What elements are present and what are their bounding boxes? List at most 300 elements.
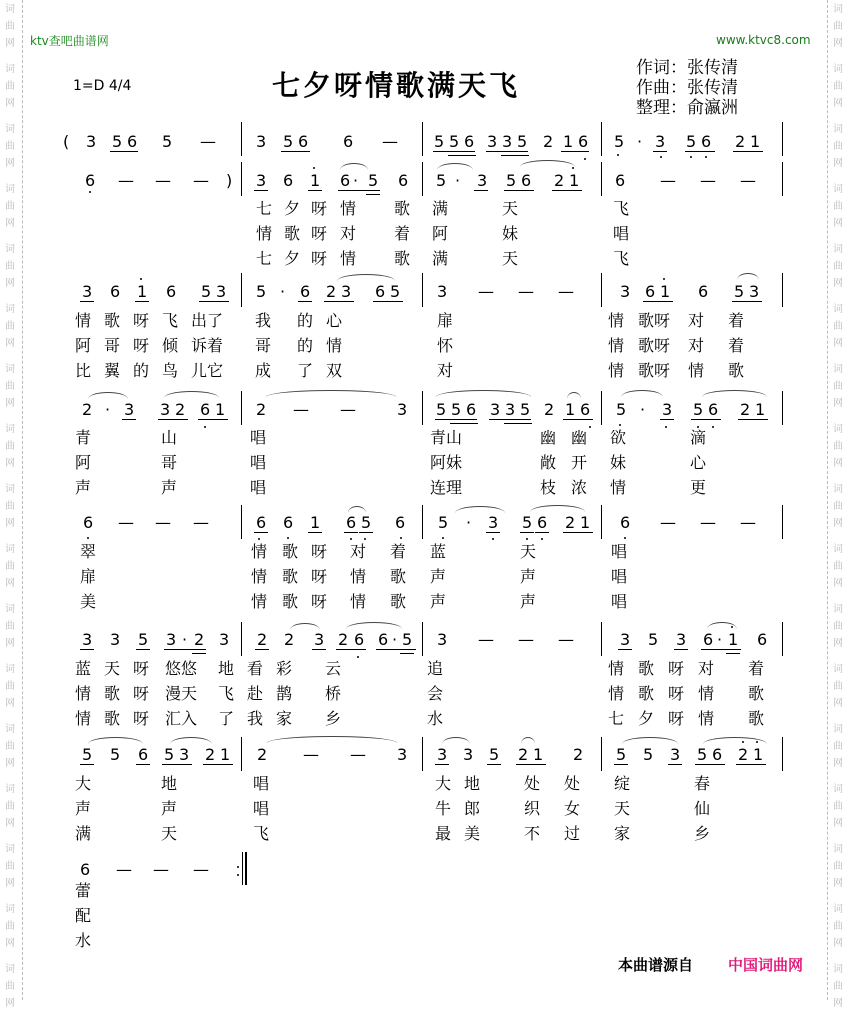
lyric: 阿妹 — [430, 453, 463, 472]
watermark-char: 网 — [833, 698, 843, 709]
underline — [433, 151, 475, 152]
watermark-char: 网 — [5, 698, 15, 709]
lyric: 唱 — [250, 478, 267, 497]
note: 2 — [257, 745, 268, 764]
lyric: 歌呀 — [638, 311, 671, 330]
lyric: 呀 — [133, 709, 150, 728]
watermark-char: 曲 — [5, 261, 15, 272]
note: 3 — [86, 132, 97, 151]
underline — [298, 301, 312, 302]
note: — — [293, 400, 309, 419]
watermark-char: 曲 — [5, 201, 15, 212]
watermark-char: 曲 — [5, 801, 15, 812]
lyric: 阿 — [75, 453, 92, 472]
lyric: 心 — [690, 453, 707, 472]
lyric: 着 — [728, 311, 745, 330]
note: 3 — [505, 400, 516, 419]
lyric: 处 — [524, 774, 541, 793]
note: 6 — [340, 171, 351, 190]
note: 1 — [563, 132, 574, 151]
watermark-char: 曲 — [5, 441, 15, 452]
lyric: 夕 — [284, 199, 301, 218]
barline — [601, 122, 602, 156]
underline — [489, 419, 531, 420]
note: 5 — [434, 132, 445, 151]
note: 6 — [703, 630, 714, 649]
slur — [436, 390, 531, 397]
lyric: 歌 — [284, 224, 301, 243]
note: 3 — [488, 513, 499, 532]
lyric: 呀 — [311, 249, 328, 268]
underline — [474, 190, 488, 191]
underline — [653, 151, 667, 152]
watermark-char: 曲 — [833, 201, 843, 212]
note: · — [717, 630, 723, 649]
lyric: 美 — [464, 824, 481, 843]
note: 3 — [437, 282, 448, 301]
lyric: 情 — [608, 659, 625, 678]
lyric: 飞 — [613, 199, 630, 218]
note: 1 — [660, 282, 671, 301]
slur — [340, 163, 368, 170]
watermark-char: 曲 — [5, 681, 15, 692]
octave-dot — [258, 538, 260, 540]
note: 2 — [543, 132, 554, 151]
note: 3 — [676, 630, 687, 649]
note: 5 — [162, 132, 173, 151]
watermark-char: 词 — [5, 304, 15, 315]
lyric: 对 — [688, 336, 705, 355]
note: 6 — [375, 282, 386, 301]
watermark-char: 网 — [833, 998, 843, 1009]
note: 2 — [565, 513, 576, 532]
lyric: 歌 — [282, 567, 299, 586]
note: 6 — [620, 513, 631, 532]
barline — [241, 122, 242, 156]
lyric: 天 — [502, 249, 519, 268]
note: 5 — [449, 132, 460, 151]
underline — [344, 532, 358, 533]
barline — [241, 622, 242, 656]
watermark-char: 词 — [5, 4, 15, 15]
octave-dot — [690, 156, 692, 158]
watermark-char: 网 — [5, 758, 15, 769]
lyric: 飞 — [162, 311, 179, 330]
lyric: 更 — [690, 478, 707, 497]
lyric: 我 — [247, 709, 264, 728]
lyric: 比 — [75, 361, 92, 380]
watermark-char: 词 — [833, 964, 843, 975]
underline — [614, 764, 628, 765]
note: 3 — [437, 630, 448, 649]
slur — [530, 505, 585, 512]
note: 6 — [283, 513, 294, 532]
octave-dot — [237, 866, 239, 868]
watermark-char: 词 — [833, 4, 843, 15]
watermark-char: 曲 — [833, 21, 843, 32]
underline — [359, 532, 373, 533]
underline — [162, 764, 192, 765]
octave-dot — [237, 874, 239, 876]
lyric: 家 — [614, 824, 631, 843]
octave-dot — [712, 426, 714, 428]
note: 5 — [436, 400, 447, 419]
lyric: 阿 — [432, 224, 449, 243]
lyric: 水 — [75, 931, 92, 950]
lyric: 歌 — [638, 684, 655, 703]
credit-arranger — [636, 98, 738, 118]
underline — [504, 423, 532, 424]
octave-dot — [665, 426, 667, 428]
note: 1 — [753, 745, 764, 764]
underline — [135, 301, 149, 302]
note: 1 — [310, 513, 321, 532]
note: 6 — [110, 282, 121, 301]
underline — [563, 532, 593, 533]
watermark-char: 曲 — [833, 501, 843, 512]
lyric: 唱 — [253, 799, 270, 818]
lyric: 倾 — [162, 336, 179, 355]
underline — [164, 649, 206, 650]
watermark-char: 词 — [5, 964, 15, 975]
note: 2 — [205, 745, 216, 764]
final-barline-thin — [242, 852, 243, 885]
watermark-char: 曲 — [833, 681, 843, 692]
underline — [308, 532, 322, 533]
lyric: 扉 — [80, 567, 97, 586]
lyric: 夕 — [638, 709, 655, 728]
lyric: 歌 — [282, 592, 299, 611]
lyric: 飞 — [218, 684, 235, 703]
slur — [707, 622, 737, 629]
watermark-char: 网 — [5, 998, 15, 1009]
lyric: 歌 — [394, 199, 411, 218]
note: 6 — [127, 132, 138, 151]
watermark-char: 网 — [833, 218, 843, 229]
lyric: 情 — [75, 311, 92, 330]
note: 3 — [166, 630, 177, 649]
lyric: 蕾 — [75, 881, 92, 900]
barline — [782, 122, 783, 156]
credit-name: 张传清 — [687, 78, 738, 98]
underline — [695, 764, 725, 765]
note: 3 — [655, 132, 666, 151]
underline — [504, 190, 534, 191]
lyric: 呀 — [311, 592, 328, 611]
underline — [561, 151, 589, 152]
lyric: 汇入 — [165, 709, 198, 728]
note: 2 — [338, 630, 349, 649]
watermark-char: 网 — [833, 878, 843, 889]
note: · — [353, 171, 359, 190]
note: — — [340, 400, 356, 419]
lyric: 开 — [571, 453, 588, 472]
credit-label: 作曲： — [636, 78, 687, 98]
lyric: 仙 — [694, 799, 711, 818]
lyric: 美 — [80, 592, 97, 611]
note: 3 — [437, 745, 448, 764]
note: 1 — [215, 400, 226, 419]
note: 5 — [438, 513, 449, 532]
note: 6 — [298, 132, 309, 151]
lyric: 赴 — [247, 684, 264, 703]
lyric: 春 — [694, 774, 711, 793]
octave-dot — [663, 278, 665, 280]
watermark-char: 网 — [833, 338, 843, 349]
watermark-char: 曲 — [5, 321, 15, 332]
note: 5 — [201, 282, 212, 301]
lyric: 枝 — [540, 478, 557, 497]
lyric: 情 — [75, 709, 92, 728]
credit-lyricist — [636, 58, 738, 78]
watermark-char: 曲 — [5, 381, 15, 392]
lyric: 情 — [608, 336, 625, 355]
underline — [324, 301, 354, 302]
lyric: 呀 — [668, 684, 685, 703]
note: 3 — [124, 400, 135, 419]
note: — — [518, 282, 534, 301]
note: 5 — [451, 400, 462, 419]
note: 3 — [256, 132, 267, 151]
watermark-char: 曲 — [5, 861, 15, 872]
lyric: 唱 — [250, 453, 267, 472]
underline — [733, 151, 763, 152]
note: 2 — [573, 745, 584, 764]
credits — [636, 58, 738, 118]
note: — — [558, 282, 574, 301]
note: 6 — [343, 132, 354, 151]
note: 1 — [580, 513, 591, 532]
note: 5 — [82, 745, 93, 764]
note: 2 — [518, 745, 529, 764]
lyric: 怀 — [437, 336, 454, 355]
barline — [241, 273, 242, 307]
note: 3 — [397, 745, 408, 764]
note: 1 — [569, 171, 580, 190]
watermark-char: 网 — [5, 38, 15, 49]
note: 3 — [216, 282, 227, 301]
note: — — [155, 171, 171, 190]
slur — [567, 392, 581, 399]
lyric: 对 — [437, 361, 454, 380]
underline — [552, 190, 582, 191]
watermark-char: 网 — [5, 458, 15, 469]
lyric: 会 — [427, 684, 444, 703]
note: 5 — [693, 400, 704, 419]
note: 6 — [466, 400, 477, 419]
site-url-right: www.ktvc8.com — [716, 33, 811, 47]
lyric: 地 — [464, 774, 481, 793]
barline — [422, 122, 423, 156]
lyric: 妹 — [610, 453, 627, 472]
note: 1 — [533, 745, 544, 764]
note: 5 — [697, 745, 708, 764]
note: — — [118, 513, 134, 532]
note: 2 — [284, 630, 295, 649]
lyric: 幽 — [540, 428, 557, 447]
note: — — [303, 745, 319, 764]
lyric: 情 — [608, 684, 625, 703]
watermark-char: 词 — [5, 424, 15, 435]
lyric: 声 — [430, 567, 447, 586]
watermark-right — [827, 0, 850, 1009]
slur — [164, 391, 219, 398]
lyric: 情 — [251, 592, 268, 611]
lyric: 歌 — [104, 709, 121, 728]
note: 5 — [361, 513, 372, 532]
watermark-char: 词 — [833, 64, 843, 75]
barline — [782, 391, 783, 425]
watermark-char: 词 — [833, 604, 843, 615]
lyric: 歌 — [748, 709, 765, 728]
note: — — [350, 745, 366, 764]
slur — [702, 390, 767, 397]
lyric: 歌 — [638, 659, 655, 678]
slur — [88, 392, 128, 399]
lyric: 歌 — [394, 249, 411, 268]
lyric: 双 — [326, 361, 343, 380]
lyric: 云 — [325, 659, 342, 678]
lyric: 的 — [297, 336, 314, 355]
note: — — [193, 860, 209, 879]
lyric: 敞 — [540, 453, 557, 472]
note: — — [660, 171, 676, 190]
watermark-char: 词 — [833, 904, 843, 915]
note: 5 — [522, 513, 533, 532]
barline — [601, 391, 602, 425]
slur — [290, 623, 320, 630]
watermark-char: 词 — [5, 244, 15, 255]
note: 6 — [580, 400, 591, 419]
lyric: 地 — [218, 659, 235, 678]
lyric: 唱 — [250, 428, 267, 447]
note: — — [200, 132, 216, 151]
note: 6 — [346, 513, 357, 532]
note: 3 — [477, 171, 488, 190]
note: 3 — [397, 400, 408, 419]
octave-dot — [619, 424, 621, 426]
watermark-char: 网 — [833, 458, 843, 469]
note: 2 — [735, 132, 746, 151]
lyric: 着 — [728, 336, 745, 355]
slur — [622, 737, 678, 744]
lyric: 呀 — [311, 224, 328, 243]
lyric: 了 — [297, 361, 314, 380]
slur — [170, 737, 212, 744]
lyric: 哥 — [255, 336, 272, 355]
underline — [660, 419, 674, 420]
lyric: 情 — [350, 592, 367, 611]
lyric: 歌 — [282, 542, 299, 561]
lyric: 对 — [698, 659, 715, 678]
barline — [782, 273, 783, 307]
barline — [601, 622, 602, 656]
watermark-char: 网 — [5, 938, 15, 949]
lyric: 呀 — [311, 199, 328, 218]
note: 6 — [398, 171, 409, 190]
key-signature: 1=D 4/4 — [73, 78, 132, 94]
lyric: 情 — [340, 249, 357, 268]
lyric: 对 — [340, 224, 357, 243]
watermark-char: 网 — [833, 158, 843, 169]
watermark-char: 词 — [833, 304, 843, 315]
watermark-char: 网 — [833, 758, 843, 769]
note: · — [280, 282, 286, 301]
lyric: 心 — [326, 311, 343, 330]
note: 6 — [85, 171, 96, 190]
lyric: 声 — [161, 799, 178, 818]
lyric: 哥 — [104, 336, 121, 355]
lyric: 滴 — [690, 428, 707, 447]
note: 1 — [310, 171, 321, 190]
barline — [241, 391, 242, 425]
slur — [437, 163, 473, 170]
lyric: 着 — [394, 224, 411, 243]
watermark-char: 网 — [833, 518, 843, 529]
note: 6 — [464, 132, 475, 151]
slur — [337, 274, 395, 281]
lyric: 天 — [502, 199, 519, 218]
note: · — [105, 400, 111, 419]
lyric: 唱 — [253, 774, 270, 793]
slur — [442, 737, 470, 744]
lyric: 天 — [520, 542, 537, 561]
note: — — [700, 513, 716, 532]
lyric: 声 — [430, 592, 447, 611]
watermark-char: 词 — [5, 124, 15, 135]
watermark-char: 网 — [833, 818, 843, 829]
watermark-char: 词 — [833, 664, 843, 675]
underline — [198, 419, 228, 420]
lyric: 声 — [520, 567, 537, 586]
lyric: 了 — [218, 709, 235, 728]
lyric: 绽 — [614, 774, 631, 793]
note: 5 — [616, 400, 627, 419]
lyric: 的 — [133, 361, 150, 380]
watermark-char: 曲 — [5, 501, 15, 512]
lyric: 儿它 — [191, 361, 224, 380]
watermark-char: 网 — [833, 398, 843, 409]
slur — [267, 736, 397, 743]
note: 3 — [487, 132, 498, 151]
note: ( — [63, 132, 70, 151]
watermark-char: 网 — [5, 278, 15, 289]
underline — [668, 764, 682, 765]
underline — [336, 649, 366, 650]
note: 1 — [728, 630, 739, 649]
lyric: 情 — [608, 361, 625, 380]
watermark-char: 曲 — [5, 141, 15, 152]
lyric: 歌 — [728, 361, 745, 380]
lyric: 看 — [247, 659, 264, 678]
underline — [563, 419, 593, 420]
watermark-char: 词 — [833, 844, 843, 855]
octave-dot — [705, 156, 707, 158]
note: 3 — [341, 282, 352, 301]
note: 1 — [220, 745, 231, 764]
note: 6 — [698, 282, 709, 301]
underline — [486, 151, 528, 152]
lyric: 唱 — [611, 592, 628, 611]
lyric: 最 — [435, 824, 452, 843]
watermark-char: 曲 — [833, 381, 843, 392]
note: 5 — [648, 630, 659, 649]
note: 3 — [160, 400, 171, 419]
underline — [486, 532, 500, 533]
barline — [241, 505, 242, 539]
note: 2 — [257, 630, 268, 649]
lyric: 哥 — [161, 453, 178, 472]
